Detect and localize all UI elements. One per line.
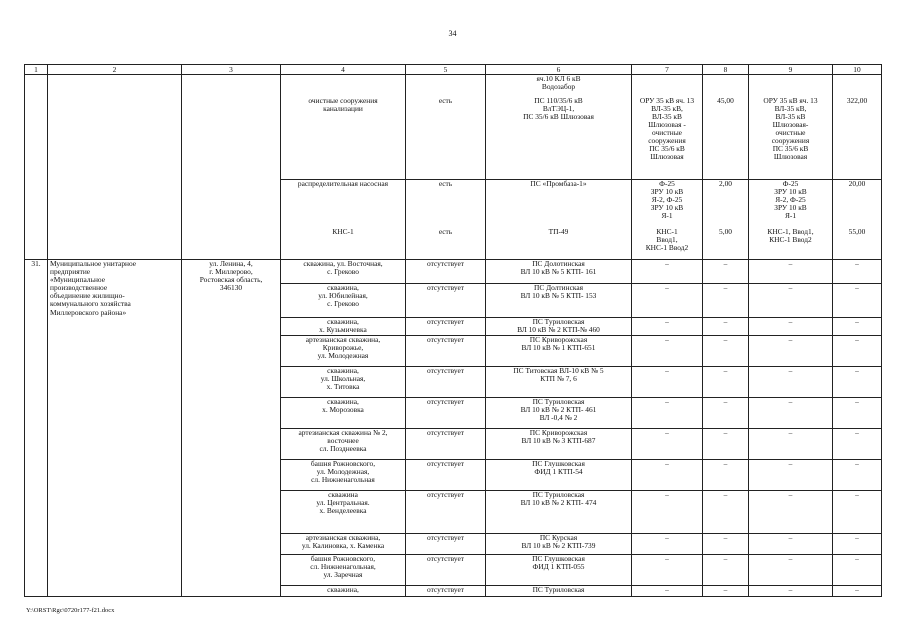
cell-c7: – <box>632 318 703 336</box>
cell-facility: башня Рожновского, сл. Нижненагольная, ул. Заречная <box>281 555 406 586</box>
col-header: 3 <box>182 65 281 75</box>
cell-c10: – <box>833 586 882 597</box>
cell-source: ПС Туриловская ВЛ 10 кВ № 2 КТП- 474 <box>486 491 632 534</box>
cell-c7: КНС-1 Ввод1, КНС-1 Ввод2 <box>632 228 703 260</box>
cell-source: ПС Туриловская ВЛ 10 кВ № 2 КТП-№ 460 <box>486 318 632 336</box>
cell-c7: – <box>632 460 703 491</box>
cell-c10: – <box>833 367 882 398</box>
cell-c9: Ф-25 ЗРУ 10 кВ Я-2, Ф-25 ЗРУ 10 кВ Я-1 <box>749 180 833 228</box>
cell-org <box>48 75 182 260</box>
org-address: ул. Ленина, 4, г. Миллерово, Ростовская область, 346130 <box>182 260 281 597</box>
cell-contract: есть <box>406 180 486 228</box>
cell-facility: КНС-1 <box>281 228 406 260</box>
cell-c7 <box>632 75 703 97</box>
cell-c7: – <box>632 429 703 460</box>
cell-source: ПС Туриловская ВЛ 10 кВ № 2 КТП- 461 ВЛ -0,4 № 2 <box>486 398 632 429</box>
org-number: 31. <box>25 260 48 597</box>
cell-source: ПС Криворожская ВЛ 10 кВ № 1 КТП-651 <box>486 336 632 367</box>
cell-facility: распределительная насосная <box>281 180 406 228</box>
cell-c10: 55,00 <box>833 228 882 260</box>
cell-c8: – <box>703 555 749 586</box>
cell-contract: отсутствует <box>406 534 486 555</box>
cell-contract: отсутствует <box>406 586 486 597</box>
cell-contract: отсутствует <box>406 260 486 284</box>
cell-c9: – <box>749 398 833 429</box>
cell-c9: – <box>749 367 833 398</box>
cell-c9: – <box>749 534 833 555</box>
cell-c7: ОРУ 35 кВ яч. 13 ВЛ-35 кВ, ВЛ-35 кВ Шлюзовая - очистные сооружения ПС 35/6 кВ Шлюзовая <box>632 97 703 180</box>
cell-source: ПС 110/35/6 кВ ВлТЭЦ-1, ПС 35/6 кВ Шлюзовая <box>486 97 632 180</box>
cell-contract: отсутствует <box>406 284 486 318</box>
cell-c9: – <box>749 555 833 586</box>
col-header: 8 <box>703 65 749 75</box>
table-row <box>25 260 882 284</box>
cell-source: яч.10 КЛ 6 кВ Водозабор <box>486 75 632 97</box>
cell-source: ПС Долотинская ВЛ 10 кВ № 5 КТП- 161 <box>486 260 632 284</box>
cell-c7: Ф-25 ЗРУ 10 кВ Я-2, Ф-25 ЗРУ 10 кВ Я-1 <box>632 180 703 228</box>
cell-c10: – <box>833 534 882 555</box>
cell-facility: скважина ул. Центральная. х. Венделеевка <box>281 491 406 534</box>
cell-contract: отсутствует <box>406 555 486 586</box>
cell-c8: 2,00 <box>703 180 749 228</box>
cell-contract: отсутствует <box>406 318 486 336</box>
cell-source: ПС Глушковская ФИД 1 КТП-055 <box>486 555 632 586</box>
cell-facility: артезианская скважина, Криворожье, ул. Молодежная <box>281 336 406 367</box>
col-header: 9 <box>749 65 833 75</box>
cell-c10 <box>833 75 882 97</box>
col-header: 2 <box>48 65 182 75</box>
cell-facility <box>281 75 406 97</box>
cell-c8: 45,00 <box>703 97 749 180</box>
col-header: 5 <box>406 65 486 75</box>
col-header: 7 <box>632 65 703 75</box>
cell-c10: – <box>833 284 882 318</box>
cell-source: ПС Глушковская ФИД 1 КТП-54 <box>486 460 632 491</box>
cell-source: ПС Туриловская <box>486 586 632 597</box>
facilities-table <box>24 64 882 597</box>
cell-c7: – <box>632 586 703 597</box>
cell-c10: – <box>833 429 882 460</box>
cell-c8: – <box>703 398 749 429</box>
cell-facility: очистные сооружения канализации <box>281 97 406 180</box>
cell-facility: артезианская скважина, ул. Калиновка, х. Каменка <box>281 534 406 555</box>
cell-c10: – <box>833 555 882 586</box>
cell-c9: – <box>749 318 833 336</box>
page-number: 34 <box>448 29 457 38</box>
cell-facility: скважина, ул. Восточная, с. Греково <box>281 260 406 284</box>
cell-c8: – <box>703 284 749 318</box>
cell-c7: – <box>632 534 703 555</box>
cell-c8: – <box>703 586 749 597</box>
cell-c9: ОРУ 35 кВ яч. 13 ВЛ-35 кВ, ВЛ-35 кВ Шлюзовая- очистные сооружения ПС 35/6 кВ Шлюзовая <box>749 97 833 180</box>
cell-num <box>25 75 48 260</box>
cell-c9: КНС-1, Ввод1, КНС-1 Ввод2 <box>749 228 833 260</box>
cell-contract: отсутствует <box>406 460 486 491</box>
col-header: 1 <box>25 65 48 75</box>
cell-c9: – <box>749 284 833 318</box>
table-row <box>25 75 882 97</box>
cell-c10: – <box>833 398 882 429</box>
cell-contract: есть <box>406 228 486 260</box>
cell-source: ПС Курская ВЛ 10 кВ № 2 КТП-739 <box>486 534 632 555</box>
cell-contract: отсутствует <box>406 336 486 367</box>
header-row <box>25 65 882 75</box>
cell-c8: – <box>703 460 749 491</box>
cell-c8: – <box>703 367 749 398</box>
footer-file-path: Y:\ORST\Rgc\0720r177-f21.docx <box>26 607 115 614</box>
cell-contract: отсутствует <box>406 367 486 398</box>
cell-c7: – <box>632 491 703 534</box>
cell-facility: скважина, х. Морозовка <box>281 398 406 429</box>
cell-c7: – <box>632 398 703 429</box>
cell-facility: артезианская скважина № 2, восточнее сл. Позднеевка <box>281 429 406 460</box>
cell-c8: – <box>703 260 749 284</box>
cell-contract: отсутствует <box>406 491 486 534</box>
cell-c7: – <box>632 367 703 398</box>
cell-contract <box>406 75 486 97</box>
cell-c8: – <box>703 534 749 555</box>
cell-c10: – <box>833 460 882 491</box>
cell-c8: 5,00 <box>703 228 749 260</box>
col-header: 4 <box>281 65 406 75</box>
cell-c9 <box>749 75 833 97</box>
cell-c10: 322,00 <box>833 97 882 180</box>
cell-source: ПС Криворожская ВЛ 10 кВ № 3 КТП-687 <box>486 429 632 460</box>
cell-c9: – <box>749 336 833 367</box>
cell-c7: – <box>632 555 703 586</box>
cell-facility: скважина, <box>281 586 406 597</box>
cell-address <box>182 75 281 260</box>
cell-c7: – <box>632 284 703 318</box>
cell-contract: есть <box>406 97 486 180</box>
cell-c10: 20,00 <box>833 180 882 228</box>
col-header: 10 <box>833 65 882 75</box>
cell-c7: – <box>632 336 703 367</box>
cell-facility: скважина, ул. Юбилейная, с. Греково <box>281 284 406 318</box>
cell-facility: скважина, ул. Школьная, х. Титовка <box>281 367 406 398</box>
cell-c9: – <box>749 260 833 284</box>
cell-c9: – <box>749 491 833 534</box>
cell-facility: башня Рожновского, ул. Молодежная, сл. Нижненагольная <box>281 460 406 491</box>
cell-c10: – <box>833 318 882 336</box>
cell-c9: – <box>749 429 833 460</box>
org-name: Муниципальное унитарное предприятие «Муниципальное производственное объединение жилищно- коммунального хозяйства Миллеровского района» <box>48 260 182 597</box>
cell-c8: – <box>703 318 749 336</box>
cell-source: ТП-49 <box>486 228 632 260</box>
cell-c10: – <box>833 260 882 284</box>
cell-facility: скважина, х. Кузьмичевка <box>281 318 406 336</box>
cell-c10: – <box>833 336 882 367</box>
cell-c9: – <box>749 460 833 491</box>
cell-source: ПС «Промбаза-1» <box>486 180 632 228</box>
cell-contract: отсутствует <box>406 429 486 460</box>
cell-c8: – <box>703 491 749 534</box>
cell-source: ПС Титовская ВЛ-10 кВ № 5 КТП № 7, 6 <box>486 367 632 398</box>
col-header: 6 <box>486 65 632 75</box>
cell-c7: – <box>632 260 703 284</box>
cell-c9: – <box>749 586 833 597</box>
cell-c10: – <box>833 491 882 534</box>
cell-c8: – <box>703 429 749 460</box>
cell-c8 <box>703 75 749 97</box>
cell-c8: – <box>703 336 749 367</box>
cell-contract: отсутствует <box>406 398 486 429</box>
cell-source: ПС Долтинская ВЛ 10 кВ № 5 КТП- 153 <box>486 284 632 318</box>
